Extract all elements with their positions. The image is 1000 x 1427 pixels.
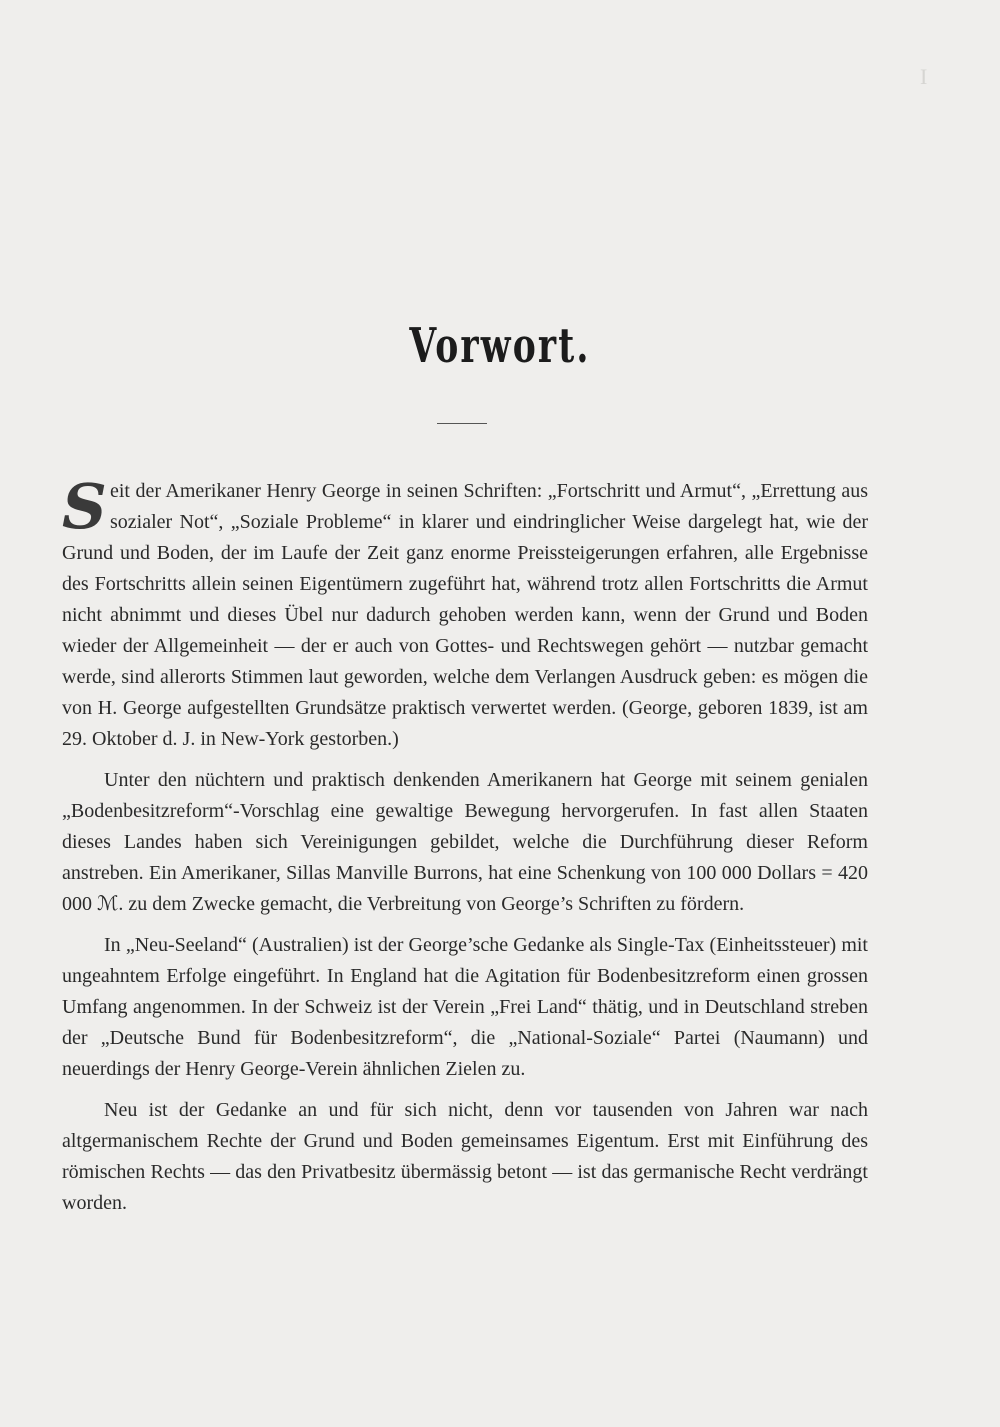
page-title: Vorwort. <box>409 318 591 374</box>
paragraph-1 <box>62 470 868 755</box>
paragraph-3: In „Neu-Seeland“ (Australien) ist der George’sche Gedanke als Single-Tax (Einheitssteuer) mit ungeahntem Erfolge eingeführt. In England hat die Agitation für Bodenbesitzreform einen grossen Umfang angenommen. In der Schweiz ist der Verein „Frei Land“ thätig, und in Deutschland streben der „Deutsche Bund für Bodenbesitzreform“, die „National-Soziale“ Partei (Naumann) und neuerdings der Henry George-Verein ähnlichen Zielen zu. <box>62 934 868 1080</box>
decorative-initial: S <box>62 470 107 543</box>
title-divider <box>437 423 487 424</box>
paragraph-1-text: eit der Amerikaner Henry George in seinen Schriften: „Fortschritt und Armut“, „Errettung aus sozialer Not“, „Soziale Probleme“ in klarer und eindringlicher Weise dargelegt hat, wie der Grund und Boden, der im Laufe der Zeit ganz enorme Preissteigerungen erfahren, alle Ergebnisse des Fortschritts allein seinen Eigentümern zugeführt hat, während trotz allen Fortschritts die Armut nicht abnimmt und dieses Übel nur dadurch gehoben werden kann, wenn der Grund und Boden wieder der Allgemeinheit — der er auch von Gottes- und Rechtswegen gehört — nutzbar gemacht werde, sind allerorts Stimmen laut geworden, welche dem Verlangen Ausdruck geben: es mögen die von H. George aufgestellten Grundsätze praktisch verwertet werden. (George, geboren 1839, ist am 29. Oktober d. J. in New-York gestorben.) <box>62 480 868 750</box>
page-number: I <box>920 64 928 89</box>
paragraph-4: Neu ist der Gedanke an und für sich nicht, denn vor tausenden von Jahren war nach altgermanischem Rechte der Grund und Boden gemeinsames Eigentum. Erst mit Einführung des römischen Rechts — das den Privatbesitz übermässig betont — ist das germanische Recht verdrängt worden. <box>62 1099 868 1214</box>
paragraph-2: Unter den nüchtern und praktisch denkenden Amerikanern hat George mit seinem genialen „Bodenbesitzreform“-Vorschlag eine gewaltige Bewegung hervorgerufen. In fast allen Staaten dieses Landes haben sich Vereinigungen gebildet, welche die Durchführung dieser Reform anstreben. Ein Amerikaner, Sillas Manville Burrons, hat eine Schenkung von 100 000 Dollars = 420 000 ℳ. zu dem Zwecke gemacht, die Verbreitung von George’s Schriften zu fördern. <box>62 769 868 915</box>
body-text <box>62 470 868 1229</box>
